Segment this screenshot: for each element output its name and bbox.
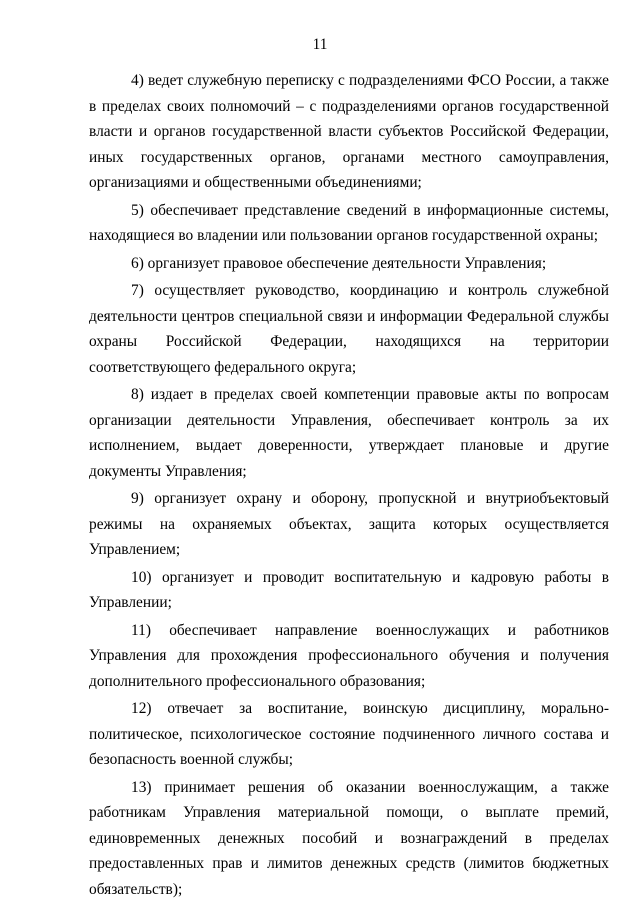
- paragraph-item-5: 5) обеспечивает представление сведений в информационные системы, находящиеся во владении или пользовании органов государственной охраны;: [89, 201, 609, 244]
- paragraph-item-4: 4) ведет служебную переписку с подразделениями ФСО России, а также в пределах своих полномочий – с подразделениями органов государственной власти и органов государственной власти субъектов Российской Федерации, иных государственных органов, органами местного самоуправления, организациями и общественными объединениями;: [89, 72, 609, 191]
- paragraph-item-10: 10) организует и проводит воспитательную и кадровую работы в Управлении;: [89, 568, 609, 611]
- page-number: 11: [312, 36, 328, 53]
- paragraph-item-8: 8) издает в пределах своей компетенции правовые акты по вопросам организации деятельности Управления, обеспечивает контроль за их исполнением, выдает доверенности, утверждает плановые и другие документы Управления;: [89, 386, 609, 480]
- paragraph-item-13: 13) принимает решения об оказании военнослужащим, а также работникам Управления материальной помощи, о выплате премий, единовременных денежных пособий и вознаграждений в пределах предоставленных прав и лимитов денежных средств (лимитов бюджетных обязательств);: [89, 778, 609, 898]
- paragraph-item-7: 7) осуществляет руководство, координацию и контроль служебной деятельности центров специальной связи и информации Федеральной службы охраны Российской Федерации, находящихся на территории соответствующего федерального округа;: [89, 282, 609, 376]
- paragraph-item-6: 6) организует правовое обеспечение деятельности Управления;: [131, 254, 547, 272]
- paragraph-item-12: 12) отвечает за воспитание, воинскую дисциплину, морально-политическое, психологическое состояние подчиненного личного состава и безопасность военной службы;: [89, 700, 609, 768]
- document-body: [89, 68, 609, 904]
- paragraph-item-9: 9) организует охрану и оборону, пропускной и внутриобъектовый режимы на охраняемых объектах, защита которых осуществляется Управлением;: [89, 490, 609, 558]
- paragraph-item-11: 11) обеспечивает направление военнослужащих и работников Управления для прохождения профессионального обучения и получения дополнительного профессионального образования;: [89, 621, 609, 690]
